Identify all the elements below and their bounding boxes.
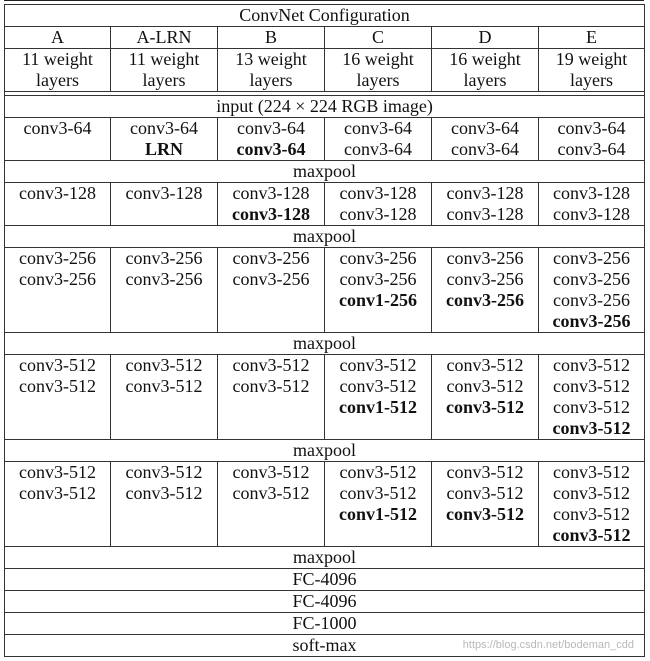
- column-depth-line1: 11 weight: [22, 49, 93, 69]
- layer-label: conv3-128: [446, 204, 524, 224]
- column-depth-0: [5, 49, 111, 92]
- layer-cell: [325, 183, 432, 226]
- layer-cell: [218, 462, 325, 547]
- column-header-3: C: [325, 27, 432, 49]
- column-depth-line2: layers: [463, 70, 507, 90]
- layer-label: conv3-256: [339, 269, 417, 289]
- column-depth-5: [539, 49, 645, 92]
- layer-label: conv3-512: [552, 525, 631, 545]
- column-header-4: D: [432, 27, 539, 49]
- layer-label: conv3-512: [232, 462, 310, 482]
- layer-cell: [432, 183, 539, 226]
- top-rule: [4, 0, 644, 1]
- layer-label: conv3-512: [446, 355, 524, 375]
- tail-layer-row: FC-1000: [5, 613, 645, 635]
- layer-cell: [539, 462, 645, 547]
- layer-label: conv3-128: [125, 183, 203, 203]
- layer-label: conv3-256: [552, 311, 631, 331]
- column-depth-line1: 13 weight: [235, 49, 307, 69]
- layer-cell: [325, 355, 432, 440]
- layer-label: conv3-128: [339, 183, 417, 203]
- layer-label: conv3-64: [130, 118, 198, 138]
- layer-cell: [111, 355, 218, 440]
- column-depth-line2: layers: [570, 70, 614, 90]
- layer-label: conv3-256: [19, 248, 96, 268]
- layer-cell: [5, 248, 111, 333]
- layer-block-row: [5, 183, 645, 226]
- layer-cell: [539, 355, 645, 440]
- layer-label: conv3-64: [557, 139, 626, 159]
- layer-label: conv3-128: [446, 183, 524, 203]
- maxpool-row: maxpool: [5, 333, 645, 355]
- maxpool-row: maxpool: [5, 226, 645, 248]
- layer-block-row: [5, 355, 645, 440]
- layer-label: conv3-64: [451, 118, 519, 138]
- maxpool-row: maxpool: [5, 547, 645, 569]
- layer-cell: [539, 118, 645, 161]
- layer-label: conv3-512: [553, 397, 631, 417]
- layer-label: conv3-512: [446, 376, 524, 396]
- layer-block-row: [5, 248, 645, 333]
- layer-label: conv3-256: [553, 248, 631, 268]
- layer-label: conv3-512: [125, 462, 203, 482]
- layer-cell: [218, 248, 325, 333]
- tail-layer-row: FC-4096: [5, 569, 645, 591]
- layer-label: conv3-512: [553, 483, 631, 503]
- layer-label: conv3-512: [339, 355, 417, 375]
- layer-label: conv3-64: [557, 118, 626, 138]
- column-depth-line1: 16 weight: [342, 49, 414, 69]
- layer-label: conv3-512: [339, 376, 417, 396]
- layer-label: conv3-512: [19, 462, 96, 482]
- layer-label: conv1-512: [339, 504, 417, 524]
- layer-label: conv3-512: [19, 376, 96, 396]
- layer-label: conv3-128: [339, 204, 417, 224]
- layer-cell: [432, 248, 539, 333]
- layer-label: conv3-512: [125, 376, 203, 396]
- layer-label: conv3-512: [446, 504, 524, 524]
- layer-label: conv3-512: [553, 355, 631, 375]
- layer-label: conv3-256: [339, 248, 417, 268]
- layer-label: conv3-256: [553, 269, 631, 289]
- layer-cell: [218, 355, 325, 440]
- input-row: input (224 × 224 RGB image): [5, 96, 645, 118]
- column-depth-line1: 16 weight: [449, 49, 521, 69]
- layer-label: conv3-512: [125, 355, 203, 375]
- column-depth-line2: layers: [142, 70, 186, 90]
- layer-label: conv3-128: [553, 183, 631, 203]
- layer-cell: [5, 462, 111, 547]
- layer-label: conv3-512: [446, 462, 524, 482]
- column-header-1: A-LRN: [111, 27, 218, 49]
- layer-label: conv3-256: [19, 269, 96, 289]
- layer-label: conv3-256: [125, 248, 203, 268]
- layer-cell: [325, 248, 432, 333]
- layer-label: LRN: [144, 139, 183, 159]
- layer-label: conv3-128: [19, 183, 96, 203]
- tail-layer-row: FC-4096: [5, 591, 645, 613]
- convnet-config-table: [4, 4, 645, 657]
- layer-label: conv3-512: [339, 462, 417, 482]
- layer-label: conv3-512: [552, 418, 631, 438]
- column-depth-1: [111, 49, 218, 92]
- layer-label: conv3-128: [553, 204, 631, 224]
- layer-label: conv3-512: [553, 462, 631, 482]
- layer-cell: [218, 183, 325, 226]
- layer-label: conv3-512: [19, 355, 96, 375]
- layer-label: conv3-512: [553, 376, 631, 396]
- layer-label: conv3-256: [446, 290, 524, 310]
- layer-cell: [325, 118, 432, 161]
- layer-label: conv3-256: [125, 269, 203, 289]
- column-depth-4: [432, 49, 539, 92]
- column-header-5: E: [539, 27, 645, 49]
- layer-label: conv3-256: [446, 248, 524, 268]
- layer-cell: [432, 462, 539, 547]
- layer-label: conv3-512: [232, 376, 310, 396]
- layer-label: conv3-512: [125, 483, 203, 503]
- layer-cell: [432, 118, 539, 161]
- layer-cell: [5, 355, 111, 440]
- watermark-text: https://blog.csdn.net/bodeman_cdd: [462, 639, 634, 651]
- layer-label: conv3-512: [446, 397, 524, 417]
- layer-label: conv3-256: [232, 269, 310, 289]
- layer-cell: [111, 118, 218, 161]
- column-depth-line1: 11 weight: [128, 49, 200, 69]
- tail-layer-row: soft-max: [5, 635, 645, 657]
- layer-label: conv1-512: [339, 397, 417, 417]
- layer-label: conv3-512: [232, 355, 310, 375]
- column-depth-line2: layers: [36, 70, 79, 90]
- layer-label: conv3-64: [23, 118, 92, 138]
- layer-label: conv3-64: [237, 118, 305, 138]
- layer-cell: [111, 248, 218, 333]
- layer-label: conv3-512: [19, 483, 96, 503]
- layer-cell: [111, 462, 218, 547]
- column-depth-2: [218, 49, 325, 92]
- maxpool-row: maxpool: [5, 440, 645, 462]
- column-depth-line2: layers: [249, 70, 293, 90]
- layer-label: conv3-64: [344, 118, 412, 138]
- layer-cell: [5, 183, 111, 226]
- layer-label: conv3-64: [344, 139, 412, 159]
- layer-label: conv3-512: [339, 483, 417, 503]
- layer-label: conv3-512: [446, 483, 524, 503]
- layer-label: conv3-64: [451, 139, 519, 159]
- column-depth-line1: 19 weight: [555, 49, 628, 69]
- maxpool-row: maxpool: [5, 161, 645, 183]
- layer-cell: [218, 118, 325, 161]
- layer-cell: [539, 248, 645, 333]
- layer-label: conv3-256: [553, 290, 631, 310]
- layer-block-row: [5, 118, 645, 161]
- column-depth-3: [325, 49, 432, 92]
- column-header-0: A: [5, 27, 111, 49]
- layer-cell: [539, 183, 645, 226]
- layer-block-row: [5, 462, 645, 547]
- layer-cell: [432, 355, 539, 440]
- layer-label: conv3-128: [232, 183, 310, 203]
- table-title: ConvNet Configuration: [5, 5, 645, 27]
- column-depth-line2: layers: [356, 70, 400, 90]
- column-header-2: B: [218, 27, 325, 49]
- document-page: [4, 0, 644, 661]
- layer-label: conv3-256: [446, 269, 524, 289]
- layer-label: conv3-512: [553, 504, 631, 524]
- layer-cell: [5, 118, 111, 161]
- layer-label: conv3-128: [232, 204, 310, 224]
- layer-label: conv3-256: [232, 248, 310, 268]
- layer-label: conv3-512: [232, 483, 310, 503]
- layer-label: conv3-64: [236, 139, 306, 159]
- layer-cell: [111, 183, 218, 226]
- layer-label: conv1-256: [339, 290, 417, 310]
- layer-cell: [325, 462, 432, 547]
